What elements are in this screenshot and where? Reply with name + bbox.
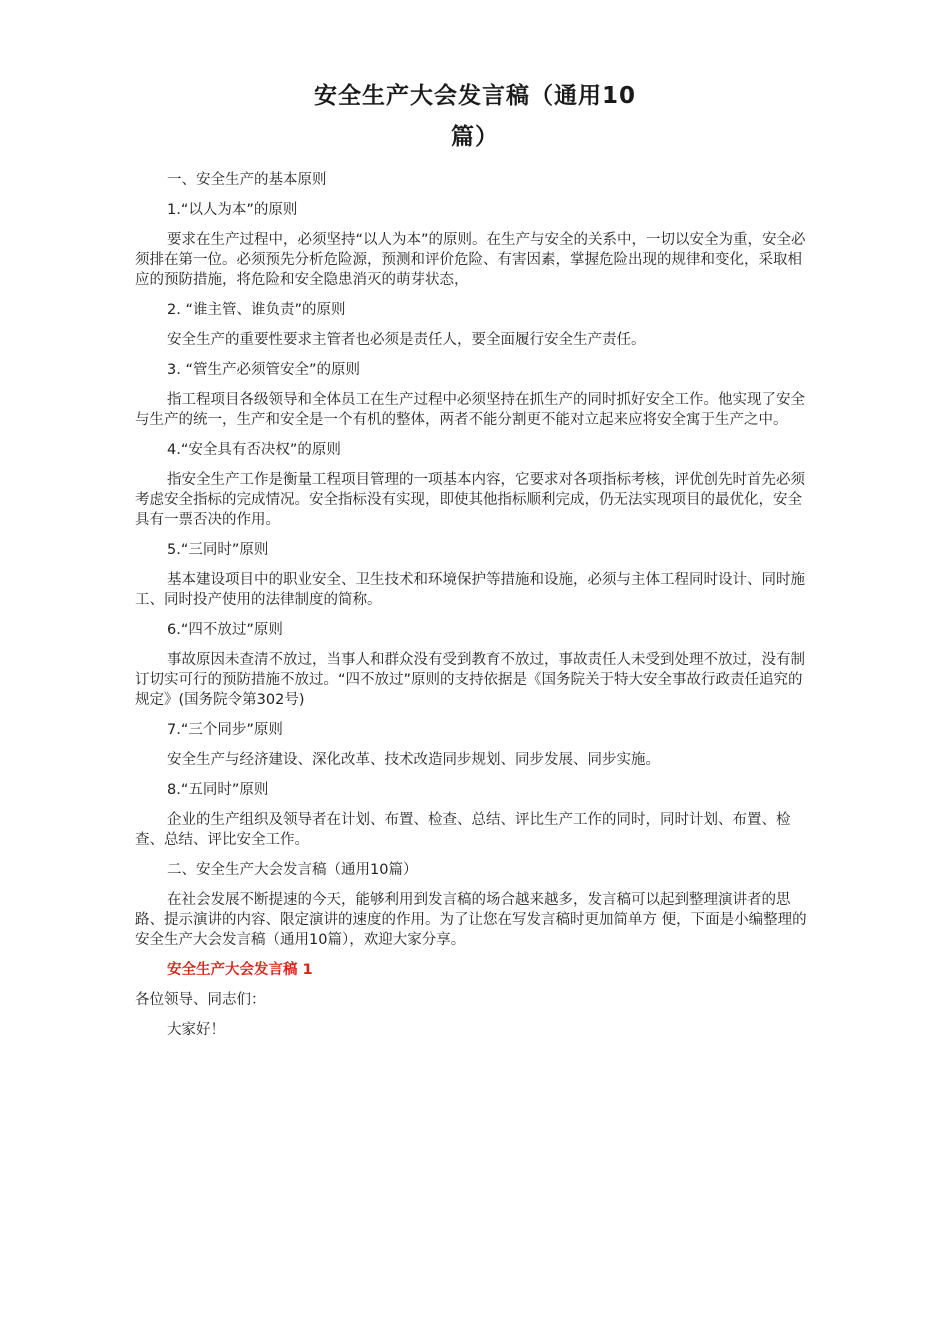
salutation: 各位领导、同志们： [135,992,266,1008]
document-body [135,170,810,1050]
body-paragraph: 安全生产与经济建设、深化改革、技术改造同步规划、同步发展、同步实施。 [167,752,660,768]
body-paragraph: 在社会发展不断提速的今天，能够利用到发言稿的场合越来越多，发言稿可以起到整理演讲者的思路、提示演讲的内容、限定演讲的速度的作用。为了让您在写发言稿时更加简单方 便，下面是小编整理的安全生产大会发言稿（通用10篇），欢迎大家分享。 [135,892,807,948]
body-paragraph: 安全生产的重要性要求主管者也必须是责任人，要全面履行安全生产责任。 [167,332,646,348]
body-paragraph: 要求在生产过程中，必须坚持“以人为本”的原则。在生产与安全的关系中，一切以安全为重，安全必须排在第一位。必须预先分析危险源，预测和评价危险、有害因素，掌握危险出现的规律和变化，采取相应的预防措施，将危险和安全隐患消灭的萌芽状态， [135,232,806,288]
principle-heading: 3. “管生产必须管安全”的原则 [167,362,360,378]
greeting: 大家好！ [167,1022,225,1038]
principle-heading: 5.“三同时”原则 [167,542,269,558]
body-paragraph: 企业的生产组织及领导者在计划、布置、检查、总结、评比生产工作的同时，同时计划、布置、检查、总结、评比安全工作。 [135,812,791,848]
principle-heading: 6.“四不放过”原则 [167,622,283,638]
section-heading: 一、安全生产的基本原则 [167,172,327,188]
document-title-line-2: 篇） [451,124,499,150]
principle-heading: 2. “谁主管、谁负责”的原则 [167,302,346,318]
principle-heading: 4.“安全具有否决权”的原则 [167,442,341,458]
principle-heading: 1.“以人为本”的原则 [167,202,298,218]
body-paragraph: 基本建设项目中的职业安全、卫生技术和环境保护等措施和设施，必须与主体工程同时设计、同时施工、同时投产使用的法律制度的简称。 [135,572,805,608]
document-title-line-1: 安全生产大会发言稿（通用10 [313,83,636,109]
principle-heading: 8.“五同时”原则 [167,782,269,798]
body-paragraph: 指安全生产工作是衡量工程项目管理的一项基本内容，它要求对各项指标考核，评优创先时首先必须考虑安全指标的完成情况。安全指标没有实现，即使其他指标顺利完成，仍无法实现项目的最优化，安全具有一票否决的作用。 [135,472,805,528]
body-paragraph: 事故原因未查清不放过，当事人和群众没有受到教育不放过，事故责任人未受到处理不放过，没有制订切实可行的预防措施不放过。“四不放过”原则的支持依据是《国务院关于特大安全事故行政责任追究的规定》(国务院令第302号) [135,652,805,708]
principle-heading: 7.“三个同步”原则 [167,722,283,738]
speech-title: 安全生产大会发言稿 1 [167,962,313,978]
body-paragraph: 指工程项目各级领导和全体员工在生产过程中必须坚持在抓生产的同时抓好安全工作。他实现了安全与生产的统一，生产和安全是一个有机的整体，两者不能分割更不能对立起来应将安全寓于生产之中。 [135,392,805,428]
section-heading: 二、安全生产大会发言稿（通用10篇） [167,862,418,878]
